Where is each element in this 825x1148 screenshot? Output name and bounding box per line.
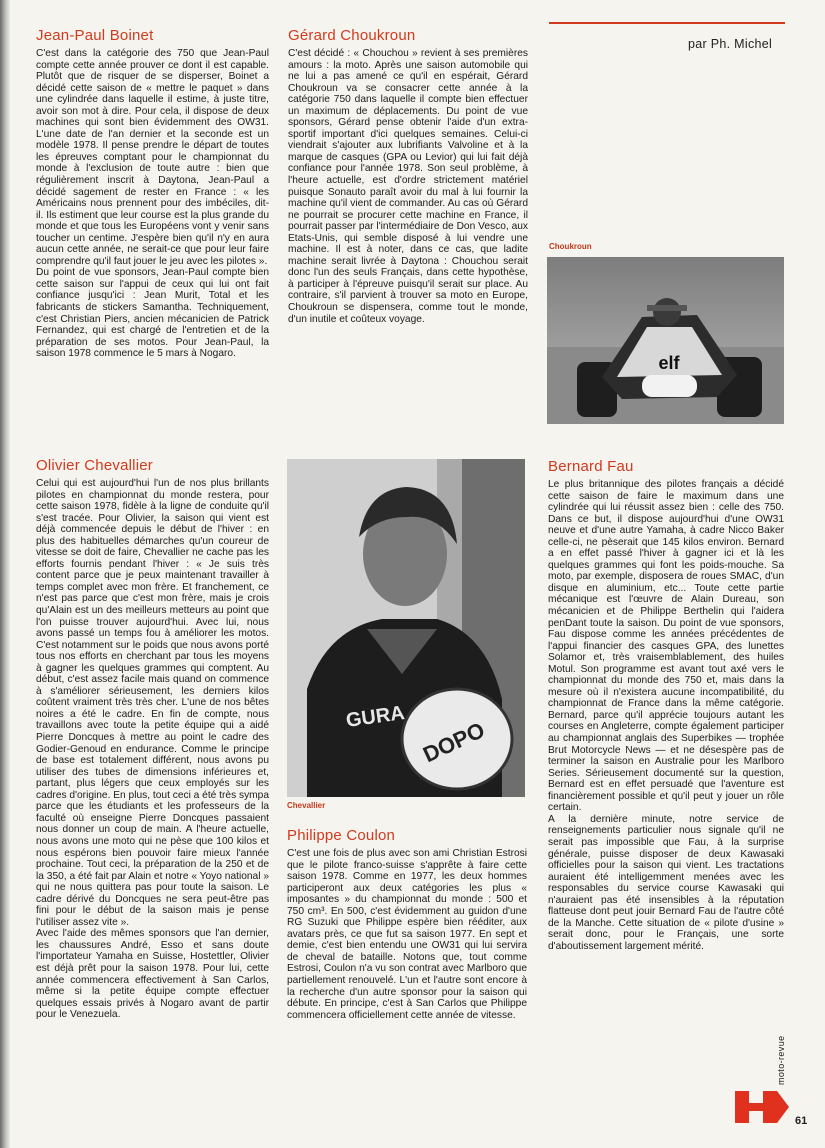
race-car-photo (547, 257, 784, 424)
page-spine-shadow (0, 0, 10, 1148)
rider-portrait-photo (287, 459, 525, 797)
photo-caption: Choukroun (549, 242, 592, 251)
article-boinet (36, 27, 269, 360)
article-body: Le plus britannique des pilotes français a décidé cette saison de faire le maximum dans une cylindrée qui lui réussit assez bien : celle des 750. Dans ce but, il dispose aujourd'hui d'une OW31 neuve et d'une autre Yamaha, à cadre Nicco Baker celle-ci, ne pèserait que 145 kilos environ. Bernard a en effet passé l'hiver à gagner ici et là les quelques grammes qui font les poids-mouche. Sa moto, par exemple, disposera de roues SMAC, d'un disque en aluminium, etc... Toute cette partie mécanique est l'œuvre de Alain Dureau, son mécanicien et de Philippe Berthelin qui l'aidera penDant toute la saison. Du point de vue sponsors, Fau dispose comme les années précédentes de l'appui financier des casques GPA, des lunettes Solamor et, très vraisemblablement, des huiles Motul. Son programme est avant tout axé vers le championnat du monde des 750 et, mais dans la mesure où il n'existera aucune incompatibilité, du championnat de France dans la même catégorie. Bernard, parce qu'il apprécie toujours autant les courses en Angleterre, compte également participer au championnat anglais des Superbikes — trophée Brut Motorcycle News — et ne désespère pas de terminer la saison en Australie pour les Marlboro Series. Sérieusement documenté sur la question, Bernard est en effet persuadé que l'aventure est financièrement possible et qu'il peut y jouer un rôle certain. A la dernière minute, notre service de renseignements particulier nous signale qu'il ne serait pas impossible que Fau, à la surprise générale, puisse disposer de deux Kawasaki officielles pour la saison qui vient. Les tractations auraient été intelligemment menées avec les responsables du service course Kawasaki qui n'auraient pas été insensibles à la réputation flatteuse dont peut jouir Bernard Fau de l'autre côté de la Manche. Cette situation de « pilote d'usine » serait donc, pour le Français, une sorte d'aboutissement largement mérité. (548, 479, 784, 952)
header-rule (549, 22, 785, 24)
page-number: 61 (795, 1115, 808, 1127)
article-body: C'est une fois de plus avec son ami Christian Estrosi que le pilote franco-suisse s'apprête à faire cette saison 1978. Comme en 1977, les deux hommes participeront aux deux catégories les plus « imposantes » du championnat du monde : 500 et 750 cm³. En 500, c'est évidemment au guidon d'une RG Suzuki que Philippe espère bien rééditer, aux avatars près, ce que fut sa saison 1977. En sept et demie, c'est bien entendu une OW31 qui lui servira de cheval de bataille. Notons que, tout comme Estrosi, Coulon n'a vu son contrat avec Marlboro que partiellement renouvelé. L'un et l'autre sont encore à la recherche d'un autre sponsor pour la saison qui débute. En principe, c'est à San Carlos que Philippe commencera officiellement cette année de vitesse. (287, 848, 527, 1021)
article-coulon (287, 827, 527, 1021)
car-lettering: elf (658, 353, 680, 373)
photo-caption: Chevallier (287, 801, 326, 810)
article-body: Celui qui est aujourd'hui l'un de nos plus brillants pilotes en championnat du monde restera, pour cette saison 1978, fidèle à la ligne de conduite qu'il s'est tracée. Pour Olivier, la saison qui vient est déjà commencée depuis le début de l'hiver : en plus des habituelles démarches qu'un coureur de vitesse se doit de faire, Chevallier ne cache pas les efforts fournis pendant l'hiver : « Je suis très content parce que je peux maintenant travailler à temps complet avec mon frère. Et franchement, ce n'est pas parce que c'est mon frère, mais je crois qu'Alain est un des meilleurs metteurs au point que l'on puisse trouver aujourd'hui. Avec lui, nous avons passé un temps fou à améliorer les motos. C'est notamment sur le poids que nous avons porté tous nos efforts en cherchant par tous les moyens à gagner les quelques grammes qui comptent. Au début, c'est assez facile mais quand on commence à s'améliorer sérieusement, les derniers kilos coûtent vraiment très très cher. L'une de nos bêtes noires a été le cadre. En fin de compte, nous travaillons avec toute la petite équipe qui a aidé Pierre Doncques à mettre au point le cadre des Godier-Genoud en endurance. Comme le principe de base est totalement différent, nous avons pu utiliser des tubes de dimensions inférieures et, partant, plus légers que ceux employés sur les cadres d'origine. En plus, tout ceci a été très sympa parce que les étudiants et les professeurs de la faculté où enseigne Pierre Doncques passaient nous donner un coup de main. A l'heure actuelle, nous avons une moto qui ne pèse que 100 kilos et nous espérons bien pouvoir faire mieux l'année prochaine. Tout ceci, la préparation de la 250 et de la 350, a été fait par Alain et notre « Yoyo national » qui ne nous quittera pas pour toute la saison. Le cadre dérivé du Doncques ne sera peut-être pas fini pour le début de la saison mais je pense l'utiliser assez vite ». Avec l'aide des mêmes sponsors que l'an dernier, les chaussures André, Esso et sans doute l'importateur Yamaha en Suisse, Hostettler, Olivier est déjà prêt pour la saison 1978. Pour lui, cette année commencera effectivement à San Carlos, même si la petite équipe compte effectuer quelques essais privés à Nogaro avant de partir pour le Venezuela. (36, 478, 269, 1021)
photo-choukroun (547, 257, 784, 424)
photo-chevallier (287, 459, 525, 797)
article-body: C'est dans la catégorie des 750 que Jean-Paul compte cette année prouver ce dont il est capable. Plutôt que de risquer de se disperser, Boinet a décidé cette saison de « mettre le paquet » dans une cylindrée dans laquelle il estime, à juste titre, avoir son mot à dire. Pour cela, il dispose de deux machines qui sont bien évidemment des OW31. L'une date de l'an dernier et la seconde est un modèle 1978. Il pense prendre le départ de toutes les épreuves comptant pour le championnat du monde à l'exclusion de toute autre : bien que régulièrement inscrit à Daytona, Jean-Paul a décidé sagement de rester en France : « les Américains nous prennent pour des imbéciles, dit-il. Ils estiment que leur course est la plus grande du monde et que tous les Européens vont y venir sans toucher un centime. J'espère bien qu'il n'y en aura aucun cette année, ne serait-ce que pour leur faire comprendre qu'il faut jouer le jeu avec les pilotes ». Du point de vue sponsors, Jean-Paul compte bien cette saison sur l'appui de ceux qui lui ont fait confiance jusqu'ici : Jean Murit, Total et les fabricants de stickers Samantha. Techniquement, c'est Christian Piers, ancien mécanicien de Patrick Fernandez, qui est chargé de l'entretien et de la préparation de ses motos. Pour Jean-Paul, la saison 1978 commence le 5 mars à Nogaro. (36, 48, 269, 360)
magazine-name: moto-revue (776, 1035, 786, 1085)
magazine-logo-icon (733, 1083, 791, 1136)
article-fau (548, 458, 784, 952)
helmet-lettering: DOPO (419, 717, 489, 768)
article-body: C'est décidé : « Chouchou » revient à ses premières amours : la moto. Après une saison automobile qui ne lui a pas amené ce qu'il en espérait, Gérard Choukroun va se consacrer cette année à la catégorie 750 dans laquelle il compte bien effectuer un maximum de déplacements. Du point de vue sponsors, Gérard pense obtenir l'aide d'un extra-sportif important d'ici quelques semaines. Celui-ci viendrait s'ajouter aux lubrifiants Valvoline et à la marque de casques (GPA ou Levior) qui lui fait déjà confiance pour l'année 1978. Son seul problème, à l'heure actuelle, est d'ordre strictement matériel puisque Sonauto paraît avoir du mal à lui fournir la machine qu'il vient de commander. Au cas où Gérard ne pourrait se procurer cette machine en France, il pourrait passer par l'intermédiaire de Don Vesco, aux Etats-Unis, qui semble disposé à lui vendre une machine. Il est à noter, dans ce cas, que ladite machine serait livrée à Daytona : Chouchou serait donc l'un des seuls Français, dans cette hypothèse, à participer à l'épreuve puisqu'il serait sur place. Au contraire, s'il parvient à trouver sa moto en Europe, Choukroun se dispensera, comme tout le monde, d'un inutile et coûteux voyage. (288, 48, 528, 325)
article-choukroun (288, 27, 528, 325)
jacket-lettering: GURA (344, 701, 407, 732)
article-chevallier (36, 457, 269, 1021)
article-heading: Bernard Fau (548, 458, 634, 475)
article-heading: Olivier Chevallier (36, 457, 153, 474)
article-heading: Jean-Paul Boinet (36, 27, 154, 44)
article-heading: Philippe Coulon (287, 827, 396, 844)
article-heading: Gérard Choukroun (288, 27, 416, 44)
byline: par Ph. Michel (688, 37, 773, 51)
